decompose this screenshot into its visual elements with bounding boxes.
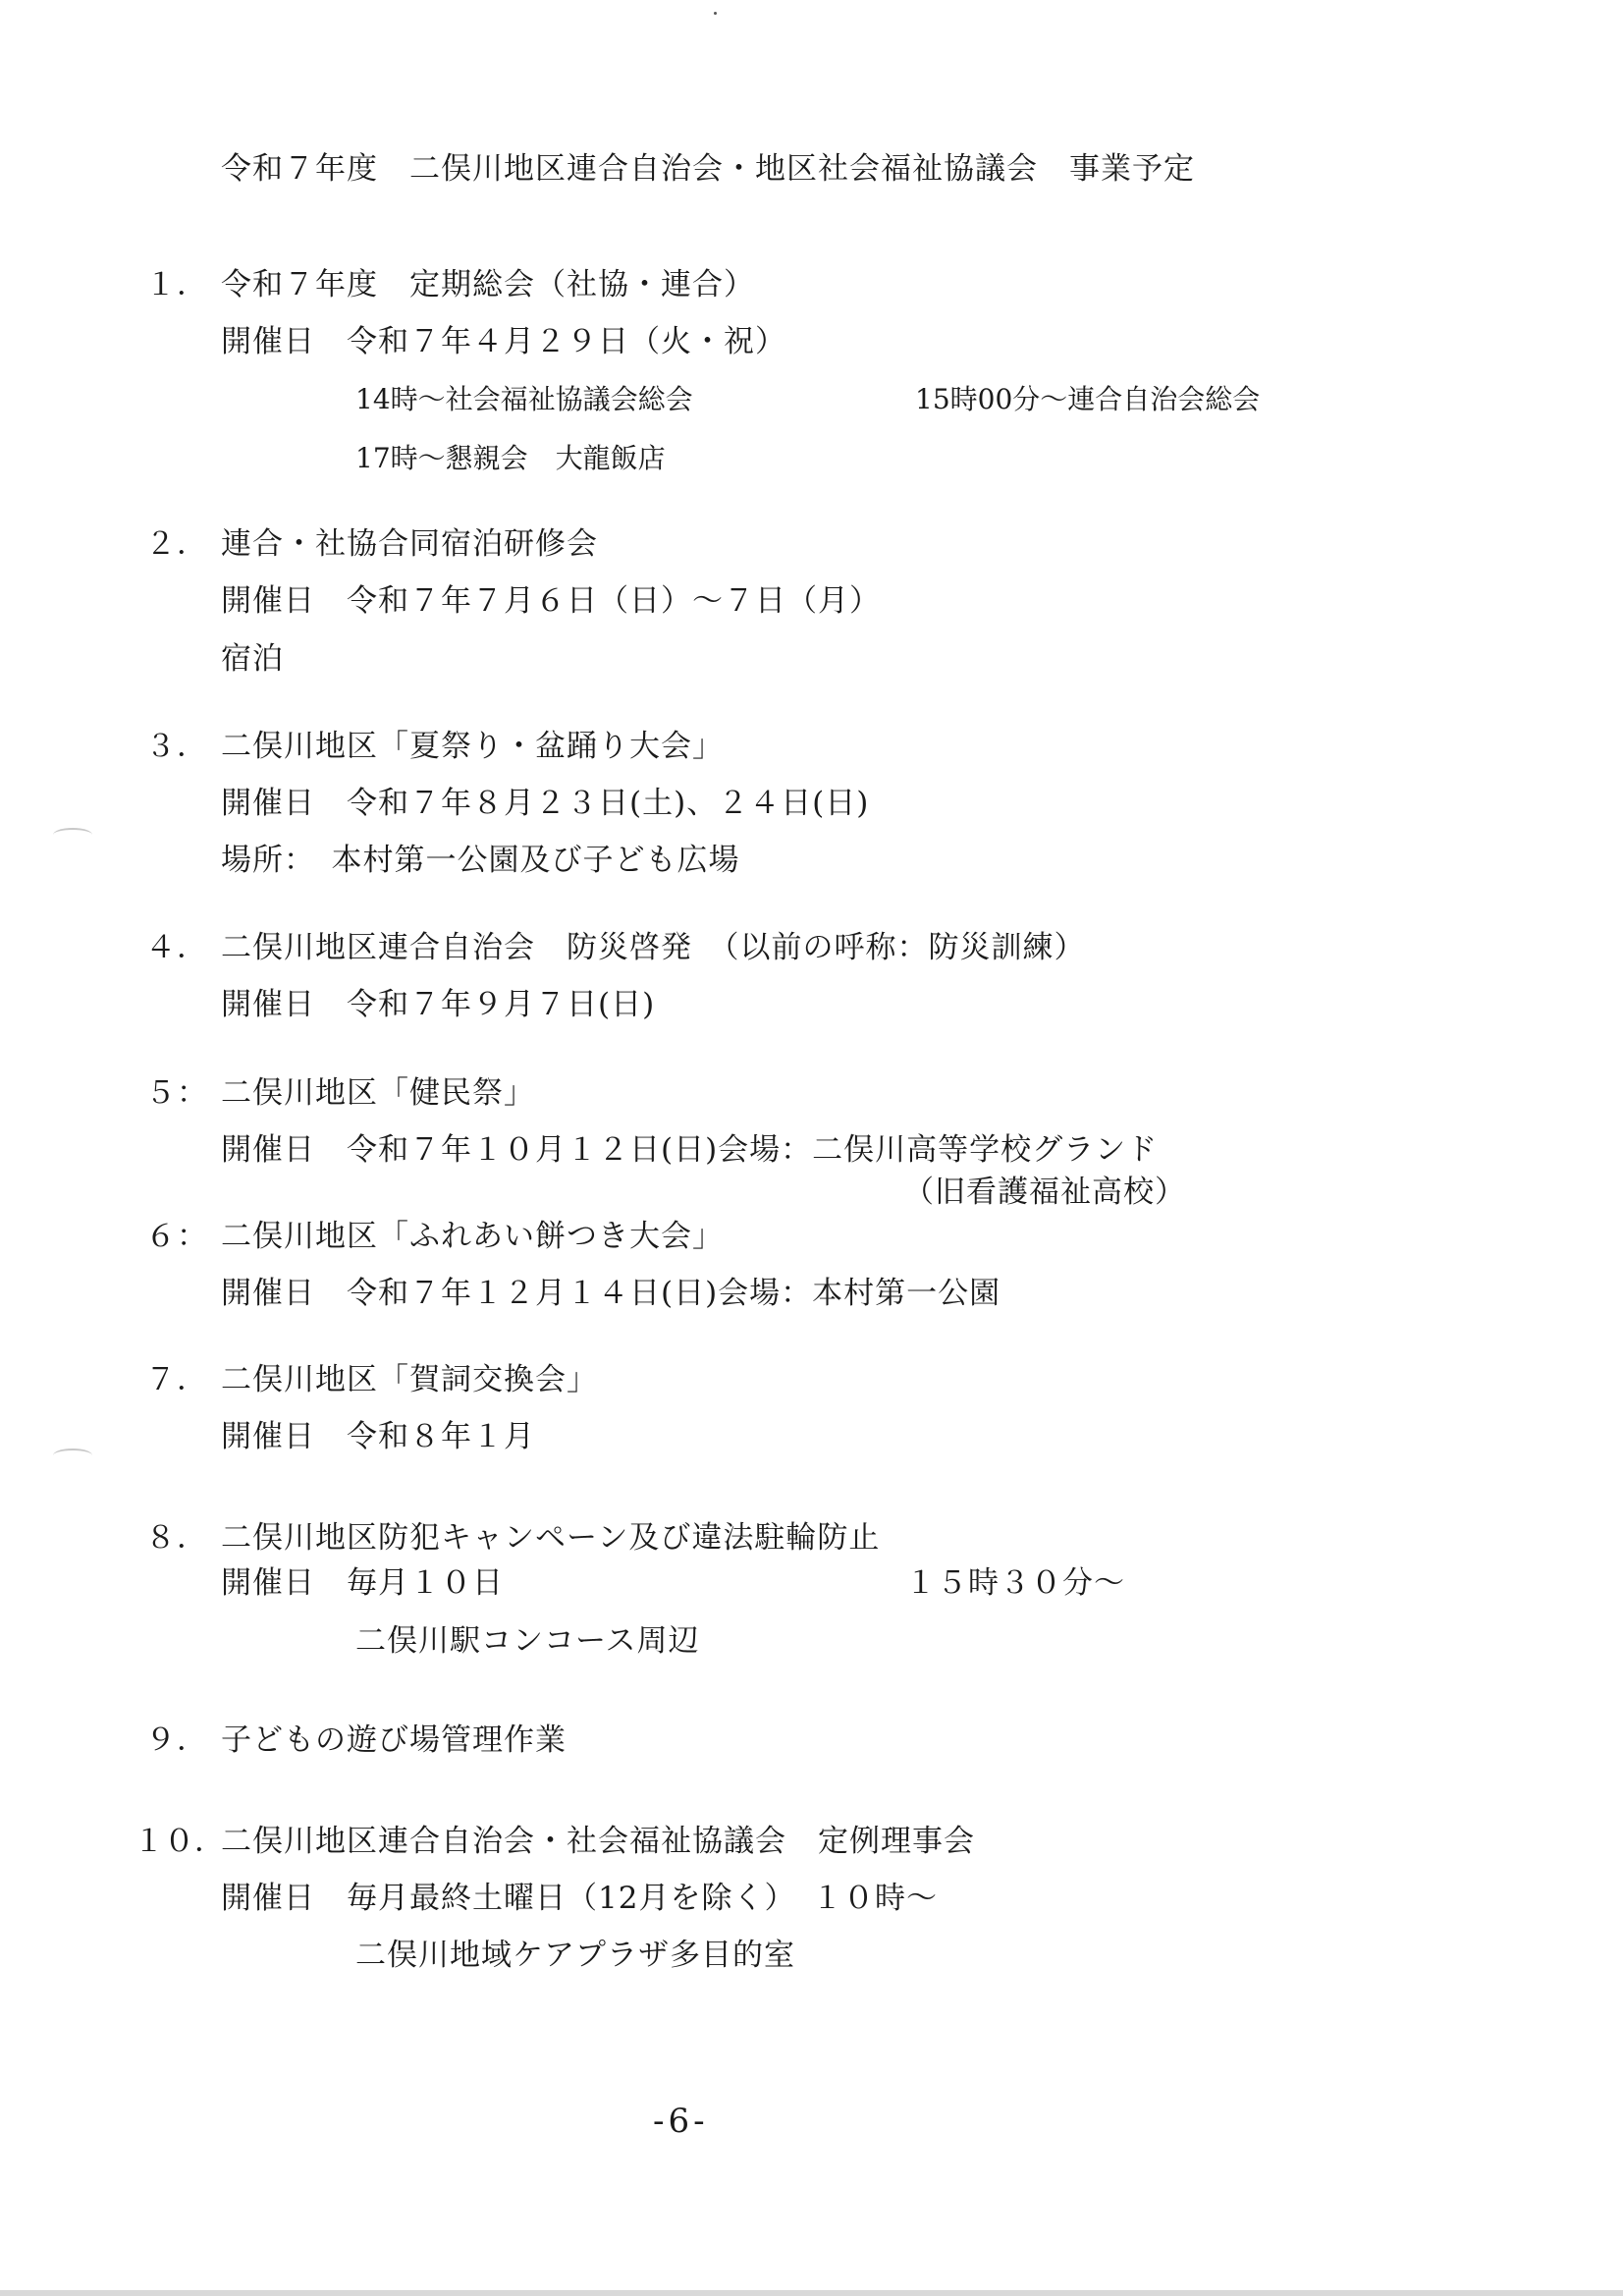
item-number: ６： — [145, 1219, 208, 1254]
item-detail: （旧看護福祉高校） — [903, 1175, 1186, 1210]
item-heading: 二俣川地区防犯キャンペーン及び違法駐輪防止 — [221, 1520, 881, 1556]
item-number: ７． — [145, 1362, 208, 1397]
item-heading: 連合・社協合同宿泊研修会 — [221, 526, 598, 562]
item-number: １． — [145, 267, 208, 302]
item-heading: 二俣川地区連合自治会・社会福祉協議会 定例理事会 — [221, 1824, 975, 1859]
item-date: 開催日 令和８年１月 — [221, 1419, 535, 1454]
item-number: ５： — [145, 1075, 208, 1111]
item-detail: 二俣川地域ケアプラザ多目的室 — [355, 1938, 795, 1973]
item-detail: 14時〜社会福祉協議会総会 — [355, 383, 693, 415]
item-heading: 二俣川地区連合自治会 防災啓発 （以前の呼称：防災訓練） — [221, 930, 1086, 965]
item-date: 開催日 令和７年４月２９日（火・祝） — [221, 324, 786, 359]
item-detail: 場所： 本村第一公園及び子ども広場 — [221, 843, 740, 878]
item-detail: 二俣川駅コンコース周辺 — [355, 1623, 700, 1659]
item-detail: 宿泊 — [221, 641, 284, 677]
item-heading: 子どもの遊び場管理作業 — [221, 1722, 567, 1758]
item-date: 開催日 令和７年９月７日(日) — [221, 987, 656, 1022]
item-number: ８． — [145, 1520, 208, 1556]
item-detail: 17時〜懇親会 大龍飯店 — [355, 442, 666, 474]
item-detail: 15時00分〜連合自治会総会 — [915, 383, 1261, 415]
item-heading: 二俣川地区「健民祭」 — [221, 1075, 535, 1111]
item-date: 開催日 令和７年７月６日（日）〜７日（月） — [221, 583, 881, 619]
item-time: １５時３０分〜 — [905, 1565, 1125, 1601]
item-heading: 二俣川地区「夏祭り・盆踊り大会」 — [221, 729, 724, 764]
item-number: ４． — [145, 930, 208, 965]
page-number: -6- — [653, 2102, 709, 2141]
item-date: 開催日 令和７年８月２３日(土)、２４日(日) — [221, 786, 870, 821]
scan-smudge — [53, 1449, 92, 1462]
scan-speck — [714, 12, 717, 15]
scan-edge — [0, 2290, 1623, 2296]
item-heading: 二俣川地区「ふれあい餅つき大会」 — [221, 1219, 724, 1254]
item-number: ２． — [145, 526, 208, 562]
item-number: １０． — [134, 1824, 225, 1859]
item-date: 開催日 毎月１０日 — [221, 1565, 504, 1601]
item-heading: 二俣川地区「賀詞交換会」 — [221, 1362, 598, 1397]
item-date: 開催日 令和７年１２月１４日(日)会場：本村第一公園 — [221, 1276, 1001, 1311]
item-date: 開催日 毎月最終土曜日（12月を除く） １０時〜 — [221, 1881, 938, 1916]
item-heading: 令和７年度 定期総会（社協・連合） — [221, 267, 755, 302]
item-number: ３． — [145, 729, 208, 764]
item-date: 開催日 令和７年１０月１２日(日)会場：二俣川高等学校グランド — [221, 1132, 1159, 1168]
document-title: 令和７年度 二俣川地区連合自治会・地区社会福祉協議会 事業予定 — [221, 151, 1195, 187]
item-number: ９． — [145, 1722, 208, 1758]
scan-smudge — [53, 828, 92, 842]
